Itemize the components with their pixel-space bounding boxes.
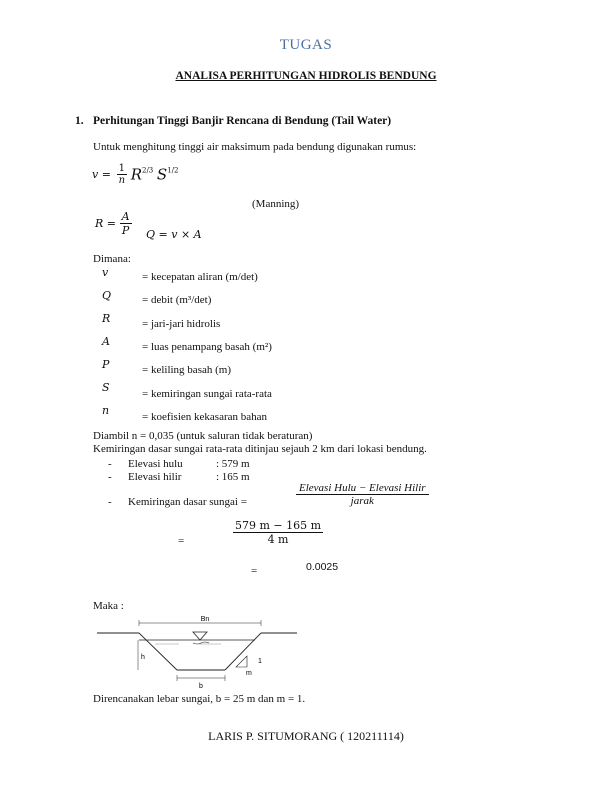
section-heading bbox=[75, 115, 391, 127]
label-one: 1 bbox=[258, 658, 262, 665]
slope-triangle-icon bbox=[236, 656, 247, 667]
slope-calc-fraction bbox=[233, 519, 323, 546]
calc-equals-1: = bbox=[178, 535, 185, 547]
dimana-label: Dimana: bbox=[93, 253, 131, 265]
def-text-R: = jari-jari hidrolis bbox=[142, 318, 221, 330]
slope-fraction bbox=[296, 482, 429, 507]
def-text-n: = koefisien kekasaran bahan bbox=[142, 411, 268, 423]
river-cross-section-diagram bbox=[95, 612, 300, 692]
kemiringan-intro: Kemiringan dasar sungai rata-rata ditinjau sejauh 2 km dari lokasi bendung. bbox=[93, 443, 427, 455]
def-symbol-n: n bbox=[102, 404, 110, 417]
slope-numerator: Elevasi Hulu − Elevasi Hilir bbox=[296, 482, 429, 495]
label-b: b bbox=[199, 683, 203, 690]
calc-equals-2: = bbox=[251, 565, 258, 577]
formula-P: P bbox=[121, 224, 130, 237]
formula-v-lhs: v = bbox=[92, 168, 111, 181]
def-symbol-S: S bbox=[102, 381, 110, 394]
formula-one: 1 bbox=[117, 163, 127, 175]
slope-result: 0.0025 bbox=[306, 561, 339, 573]
maka-label: Maka : bbox=[93, 600, 124, 612]
label-Bn: Bn bbox=[200, 616, 210, 623]
label-m: m bbox=[246, 670, 252, 677]
left-slope-line bbox=[139, 633, 177, 670]
water-level-icon bbox=[193, 632, 207, 640]
footer-author: LARIS P. SITUMORANG ( 120211114) bbox=[208, 729, 404, 743]
formula-A: A bbox=[121, 210, 130, 223]
hydraulic-radius-formula bbox=[95, 210, 132, 237]
diambil-text: Diambil n = 0,035 (untuk saluran tidak beraturan) bbox=[93, 430, 313, 442]
slope-calc-numerator: 579 m − 165 m bbox=[235, 519, 322, 532]
kemiringan-row bbox=[108, 496, 247, 508]
formula-R: R bbox=[130, 165, 142, 184]
elevation-hulu bbox=[108, 458, 250, 470]
elevation-hulu-value: : 579 m bbox=[216, 458, 250, 470]
formula-S: S bbox=[156, 165, 168, 184]
section-title: Perhitungan Tinggi Banjir Rencana di Bendung (Tail Water) bbox=[93, 115, 392, 127]
section-number: 1. bbox=[75, 115, 84, 127]
def-symbol-P: P bbox=[102, 358, 110, 371]
formula-A-over-P bbox=[120, 210, 132, 237]
elevation-hilir-label: Elevasi hilir bbox=[128, 471, 182, 483]
label-h: h bbox=[141, 654, 145, 661]
def-symbol-A: A bbox=[102, 335, 110, 348]
slope-formula-fraction bbox=[296, 482, 429, 507]
def-text-Q: = debit (m³/det) bbox=[142, 294, 212, 306]
def-symbol-v: v bbox=[102, 266, 109, 279]
list-dash: - bbox=[108, 458, 112, 470]
formula-n: n bbox=[118, 175, 126, 186]
elevation-hulu-label: Elevasi hulu bbox=[128, 458, 183, 470]
formula-S-exp: 1/2 bbox=[167, 166, 179, 175]
formula-R-eq: R = bbox=[95, 217, 116, 230]
def-text-P: = keliling basah (m) bbox=[142, 364, 231, 376]
slope-calc-denominator: 4 m bbox=[267, 533, 289, 546]
list-dash: - bbox=[108, 471, 112, 483]
wave-icon bbox=[193, 642, 209, 644]
kemiringan-label: Kemiringan dasar sungai = bbox=[128, 496, 247, 508]
list-dash: - bbox=[108, 496, 112, 508]
discharge-formula: Q = v × A bbox=[146, 228, 202, 241]
def-symbol-R: R bbox=[102, 312, 111, 325]
right-slope-line bbox=[225, 633, 261, 670]
def-text-S: = kemiringan sungai rata-rata bbox=[142, 388, 272, 400]
formula-R-exp: 2/3 bbox=[142, 166, 154, 175]
slope-denominator: jarak bbox=[350, 495, 374, 507]
formula-1-over-n bbox=[117, 163, 127, 186]
page-title: TUGAS bbox=[279, 37, 333, 53]
def-text-A: = luas penampang basah (m²) bbox=[142, 341, 272, 353]
manning-formula bbox=[92, 163, 178, 186]
document-subtitle: ANALISA PERHITUNGAN HIDROLIS BENDUNG bbox=[175, 70, 437, 82]
def-symbol-Q: Q bbox=[102, 289, 112, 302]
elevation-hilir bbox=[108, 471, 250, 483]
slope-calc bbox=[233, 519, 323, 546]
intro-text: Untuk menghitung tinggi air maksimum pada bendung digunakan rumus: bbox=[93, 141, 417, 153]
elevation-hilir-value: : 165 m bbox=[216, 471, 250, 483]
direncanakan-text: Direncanakan lebar sungai, b = 25 m dan m = 1. bbox=[93, 693, 306, 705]
def-text-v: = kecepatan aliran (m/det) bbox=[142, 271, 258, 283]
manning-label: (Manning) bbox=[252, 198, 300, 210]
